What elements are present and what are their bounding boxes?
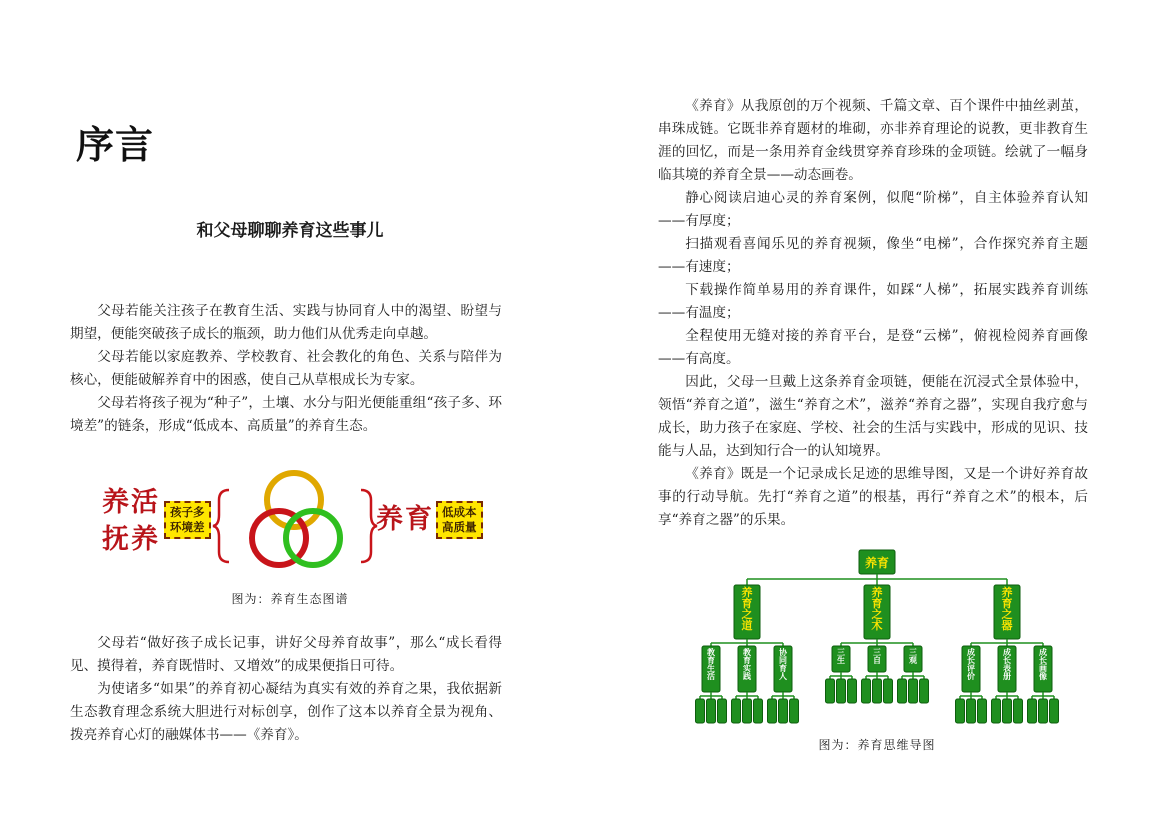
page-title: 序言	[76, 123, 155, 167]
tag-line: 高质量	[442, 520, 477, 534]
mindmap-sub-label: 画	[1039, 664, 1047, 673]
mindmap-sub-label: 观	[909, 656, 917, 665]
mindmap-leaf-node	[768, 699, 777, 723]
mindmap-sub-label: 像	[1039, 672, 1047, 681]
mindmap-leaf-node	[898, 679, 907, 703]
mindmap-sub-label: 实	[743, 664, 751, 673]
mindmap-leaf-node	[718, 699, 727, 723]
figure-tag-right	[436, 501, 483, 539]
page-subtitle: 和父母聊聊养育这些事儿	[196, 221, 384, 241]
mindmap-branch-label: 育	[1001, 597, 1013, 610]
figure-word-fuyang: 抚养	[102, 524, 160, 555]
mindmap-sub-label: 生	[837, 656, 845, 665]
mindmap-sub-label: 人	[779, 672, 787, 681]
mindmap-branch-label: 养	[871, 586, 883, 599]
mindmap-sub-label: 同	[779, 656, 787, 665]
mindmap-leaf-node	[992, 699, 1001, 723]
mindmap-sub-label: 三	[909, 648, 917, 657]
mindmap-sub-label: 育	[779, 664, 787, 673]
mindmap-branch-label: 器	[1001, 619, 1013, 632]
mindmap-leaf-node	[920, 679, 929, 703]
paragraph: 全程使用无缝对接的养育平台，是登“云梯”，俯视检阅养育画像——有高度。	[658, 328, 1088, 367]
closing-paragraphs	[70, 632, 502, 747]
mindmap-leaf-node	[956, 699, 965, 723]
mindmap-leaf-node	[884, 679, 893, 703]
right-bracket	[361, 490, 377, 562]
figure-caption-ecology: 图为：养育生态图谱	[231, 592, 349, 606]
left-bracket	[213, 490, 229, 562]
paragraph: 父母若能关注孩子在教育生活、实践与协同育人中的渴望、盼望与期望，便能突破孩子成长的瓶颈，助力他们从优秀走向卓越。	[70, 303, 502, 342]
figure-word-yangyu: 养育	[376, 504, 434, 535]
mindmap-leaf-node	[707, 699, 716, 723]
mindmap-leaf-node	[696, 699, 705, 723]
mindmap-branch-label: 育	[741, 597, 753, 610]
mindmap-branch-label: 之	[741, 608, 753, 621]
mindmap-sub-label: 协	[779, 648, 787, 657]
mindmap-leaf-node	[848, 679, 857, 703]
mindmap-branch-label: 之	[871, 608, 883, 621]
mindmap-sub-label: 三	[837, 648, 845, 657]
mindmap-diagram	[707, 548, 1047, 722]
mindmap-sub-label: 育	[707, 656, 715, 665]
figure-tag-left	[164, 501, 211, 539]
mindmap-sub-label: 成	[967, 648, 975, 657]
mindmap-branch-label: 育	[871, 597, 883, 610]
mindmap-sub-label: 自	[873, 656, 881, 665]
mindmap-leaf-node	[1028, 699, 1037, 723]
mindmap-sub-label: 价	[967, 672, 975, 681]
tag-line: 孩子多	[170, 505, 205, 519]
mindmap-sub-label: 生	[707, 664, 715, 673]
mindmap-sub-label: 册	[1003, 672, 1011, 681]
mindmap-leaf-node	[862, 679, 871, 703]
paragraph: 父母若能以家庭教养、学校教育、社会教化的角色、关系与陪伴为核心，便能破解养育中的困惑，使自己从草根成长为专家。	[70, 349, 502, 388]
mindmap-leaf-node	[1014, 699, 1023, 723]
intro-paragraphs	[70, 300, 502, 438]
tag-line: 低成本	[442, 505, 477, 519]
paragraph: 《养育》既是一个记录成长足迹的思维导图，又是一个讲好养育故事的行动导航。先打“养育之道”的根基，再行“养育之术”的根本，后享“养育之器”的乐果。	[658, 466, 1088, 528]
right-paragraphs	[658, 95, 1088, 532]
mindmap-sub-label: 三	[873, 648, 881, 657]
paragraph: 父母若将孩子视为“种子”，土壤、水分与阳光便能重组“孩子多、环境差”的链条，形成“低成本、高质量”的养育生态。	[70, 395, 502, 434]
mindmap-sub-label: 成	[1039, 648, 1047, 657]
paragraph: 扫描观看喜闻乐见的养育视频，像坐“电梯”，合作探究养育主题——有速度；	[658, 236, 1088, 275]
mindmap-leaf-node	[1050, 699, 1059, 723]
tag-line: 环境差	[170, 520, 205, 534]
mindmap-sub-label: 长	[1039, 656, 1047, 665]
mindmap-leaf-node	[732, 699, 741, 723]
mindmap-sub-label: 评	[967, 664, 975, 673]
mindmap-sub-label: 长	[1003, 656, 1011, 665]
mindmap-branch-label: 术	[871, 619, 883, 632]
mindmap-leaf-node	[779, 699, 788, 723]
mindmap-branch-label: 养	[741, 586, 753, 599]
figure-caption-mindmap: 图为：养育思维导图	[818, 738, 936, 752]
mindmap-leaf-node	[967, 699, 976, 723]
figure-word-yanghuo: 养活	[102, 487, 160, 518]
mindmap-leaf-node	[826, 679, 835, 703]
paragraph: 《养育》从我原创的万个视频、千篇文章、百个课件中抽丝剥茧，串珠成链。它既非养育题材的堆砌，亦非养育理论的说教，更非教育生涯的回忆，而是一条用养育金线贯穿养育珍珠的金项链。绘就了一幅身临其境的养育全景——动态画卷。	[658, 98, 1088, 183]
mindmap-leaf-node	[909, 679, 918, 703]
mindmap-sub-label: 长	[967, 656, 975, 665]
mindmap-branch-label: 道	[741, 619, 753, 632]
mindmap-leaf-node	[790, 699, 799, 723]
paragraph: 为使诸多“如果”的养育初心凝结为真实有效的养育之果，我依据新生态教育理念系统大胆进行对标创享，创作了这本以养育全景为视角、拨亮养育心灯的融媒体书——《养育》。	[70, 681, 502, 743]
mindmap-sub-label: 育	[743, 656, 751, 665]
paragraph: 父母若“做好孩子成长记事，讲好父母养育故事”，那么“成长看得见、摸得着，养育既惜时、又增效”的成果便指日可待。	[70, 635, 502, 674]
mindmap-sub-label: 表	[1003, 664, 1011, 673]
paragraph: 下载操作简单易用的养育课件，如踩“人梯”，拓展实践养育训练——有温度；	[658, 282, 1088, 321]
mindmap-sub-label: 教	[707, 648, 715, 657]
right-page	[580, 0, 1160, 823]
mindmap-branch-label: 养	[1001, 586, 1013, 599]
mindmap-leaf-node	[1003, 699, 1012, 723]
mindmap-sub-label: 教	[743, 648, 751, 657]
mindmap-root-label: 养育	[864, 556, 890, 570]
mindmap-leaf-node	[1039, 699, 1048, 723]
mindmap-leaf-node	[873, 679, 882, 703]
mindmap-leaf-node	[978, 699, 987, 723]
mindmap-sub-label: 活	[707, 672, 715, 681]
mindmap-sub-label: 践	[743, 672, 751, 681]
paragraph: 静心阅读启迪心灵的养育案例，似爬“阶梯”，自主体验养育认知——有厚度；	[658, 190, 1088, 229]
mindmap-sub-label: 成	[1003, 648, 1011, 657]
mindmap-leaf-node	[837, 679, 846, 703]
ecology-rings-diagram	[215, 470, 375, 582]
mindmap-leaf-node	[754, 699, 763, 723]
mindmap-leaf-node	[743, 699, 752, 723]
paragraph: 因此，父母一旦戴上这条养育金项链，便能在沉浸式全景体验中，领悟“养育之道”，滋生“养育之术”，滋养“养育之器”，实现自我疗愈与成长，助力孩子在家庭、学校、社会的生活与实践中，形成的见识、技能与人品，达到知行合一的认知境界。	[658, 374, 1088, 459]
mindmap-branch-label: 之	[1001, 608, 1013, 621]
